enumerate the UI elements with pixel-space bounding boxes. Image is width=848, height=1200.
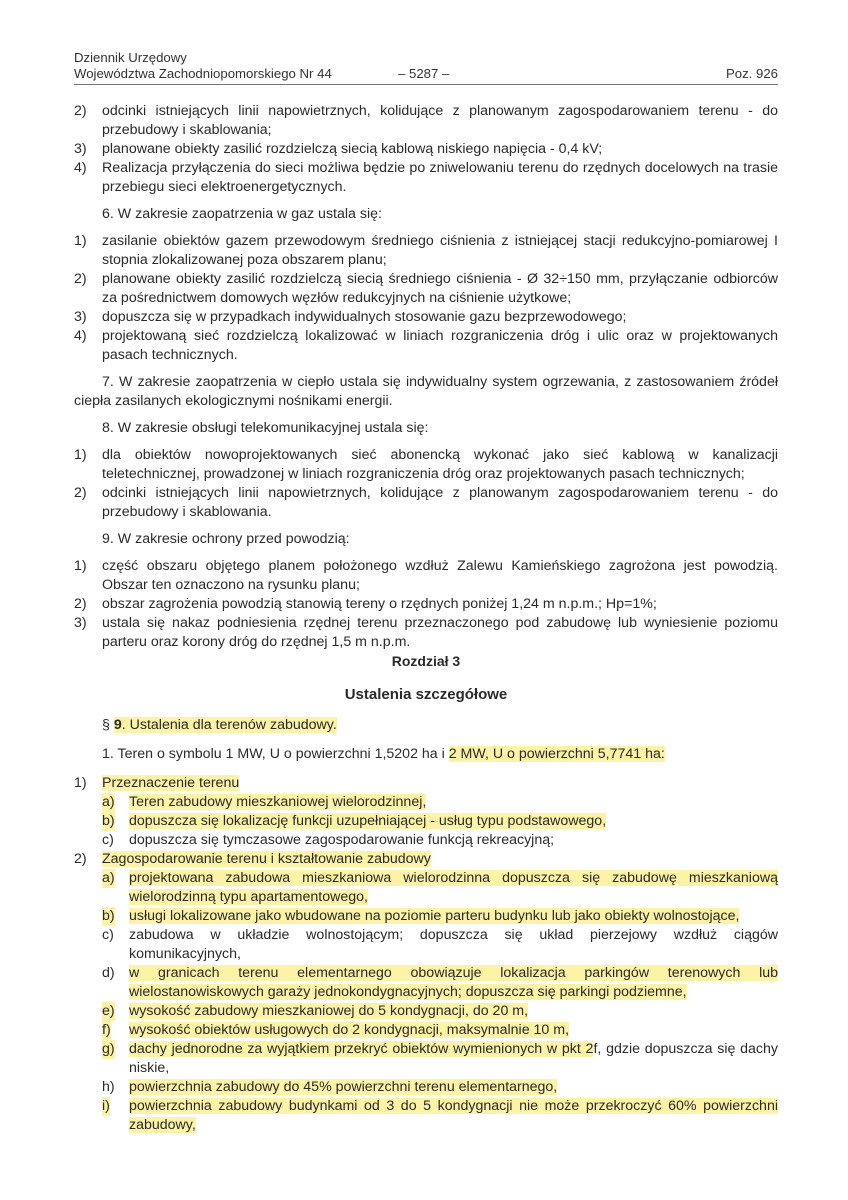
chapter-title: Ustalenia szczegółowe [344,686,508,703]
sub-item: e) wysokość zabudowy mieszkaniowej do 5 kondygnacji, do 20 m, [102,1003,529,1019]
document-body [74,102,778,1135]
paragraph-9-heading: § 9. Ustalenia dla terenów zabudowy. [102,717,337,733]
list-item: 3) ustala się nakaz podniesienia rzędnej terenu przeznaczonego pod zabudowę lub wyniesienie poziomu parteru oraz korony dróg do rzędnej 1,5 m n.p.m. [74,615,778,650]
sub-item: i) powierzchnia zabudowy budynkami od 3 do 5 kondygnacji nie może przekroczyć 60% powierzchni zabudowy, [102,1098,778,1133]
sub-item: c) dopuszcza się tymczasowe zagospodarowanie funkcją rekreacyjną; [102,832,555,848]
sub-item: b) usługi lokalizowane jako wbudowane na poziomie parteru budynku lub jako obiekty wolnostojące, [102,908,740,924]
section-6-intro: 6. W zakresie zaopatrzenia w gaz ustala się: [102,206,382,222]
list-item: 2) Zagospodarowanie terenu i kształtowanie zabudowy [74,851,431,867]
list-item: 1) Przeznaczenie terenu [74,775,240,791]
section-9-intro: 9. W zakresie ochrony przed powodzią: [102,531,350,547]
document-page [74,50,778,1133]
position-number: Poz. 926 [725,66,778,81]
chapter-label: Rozdział 3 [391,653,461,669]
journal-subtitle: Województwa Zachodniopomorskiego Nr 44 [74,66,332,81]
paragraph-9-point-1: 1. Teren o symbolu 1 MW, U o powierzchni 1,5202 ha i 2 MW, U o powierzchni 5,7741 ha: [102,746,665,762]
sub-item: a) projektowana zabudowa mieszkaniowa wielorodzinna dopuszcza się zabudowę mieszkaniową wielorodzinną typu apartamentowego, [102,870,778,905]
list-item: 3) dopuszcza się w przypadkach indywidualnych stosowanie gazu bezprzewodowego; [74,309,627,325]
list-item: 2) odcinki istniejących linii napowietrznych, kolidujące z planowanym zagospodarowaniem terenu - do przebudowy i skablowania; [74,103,778,138]
section-8-intro: 8. W zakresie obsługi telekomunikacyjnej ustala się: [102,420,429,436]
sub-item: c) zabudowa w układzie wolnostojącym; dopuszcza się układ pierzejowy wzdłuż ciągów komunikacyjnych, [102,927,778,962]
list-item: 3) planowane obiekty zasilić rozdzielczą siecią kablową niskiego napięcia - 0,4 kV; [74,141,603,157]
sub-item: d) w granicach terenu elementarnego obowiązuje lokalizacja parkingów terenowych lub wielostanowiskowych garaży jednokondygnacyjnych; dopuszcza się parkingi podziemne, [102,965,778,1000]
sub-item: b) dopuszcza się lokalizację funkcji uzupełniającej - usług typu podstawowego, [102,813,607,829]
sub-item: g) dachy jednorodne za wyjątkiem przekryć obiektów wymienionych w pkt 2f, gdzie dopuszcza się dachy niskie, [102,1041,778,1076]
list-item: 4) Realizacja przyłączenia do sieci możliwa będzie po zniwelowaniu terenu do rzędnych docelowych na trasie przebiegu sieci elektroenergetycznych. [74,160,778,195]
section-7-text: 7. W zakresie zaopatrzenia w ciepło ustala się indywidualny system ogrzewania, z zastosowaniem źródeł ciepła zasilanych ekologicznymi nośnikami energii. [74,374,778,409]
list-item: 2) obszar zagrożenia powodzią stanowią tereny o rzędnych poniżej 1,24 m n.p.m.; Hp=1%; [74,596,657,612]
sub-item: f) wysokość obiektów usługowych do 2 kondygnacji, maksymalnie 10 m, [102,1022,570,1038]
page-number: – 5287 – [398,66,450,81]
list-item: 1) część obszaru objętego planem położonego wzdłuż Zalewu Kamieńskiego zagrożona jest powodzią. Obszar ten oznaczono na rysunku planu; [74,558,778,593]
list-item: 4) projektowaną sieć rozdzielczą lokalizować w liniach rozgraniczenia dróg i ulic oraz w projektowanych pasach technicznych. [74,328,778,363]
sub-item: h) powierzchnia zabudowy do 45% powierzchni terenu elementarnego, [102,1079,558,1095]
list-item: 2) odcinki istniejących linii napowietrznych, kolidujące z planowanym zagospodarowaniem terenu - do przebudowy i skablowania. [74,485,778,520]
list-item: 1) dla obiektów nowoprojektowanych sieć abonencką wykonać jako sieć kablową w kanalizacji teletechnicznej, prowadzonej w liniach rozgraniczenia dróg oraz projektowanych pasach technicznych; [74,447,778,482]
page-header [74,50,778,85]
list-item: 1) zasilanie obiektów gazem przewodowym średniego ciśnienia z istniejącej stacji redukcyjno-pomiarowej I stopnia zlokalizowanej poza obszarem planu; [74,233,778,268]
sub-item: a) Teren zabudowy mieszkaniowej wielorodzinnej, [102,794,427,810]
list-item: 2) planowane obiekty zasilić rozdzielczą siecią średniego ciśnienia - Ø 32÷150 mm, przyłączanie odbiorców za pośrednictwem domowych węzłów redukcyjnych na ciśnienie użytkowe; [74,271,778,306]
journal-title: Dziennik Urzędowy [74,50,187,65]
